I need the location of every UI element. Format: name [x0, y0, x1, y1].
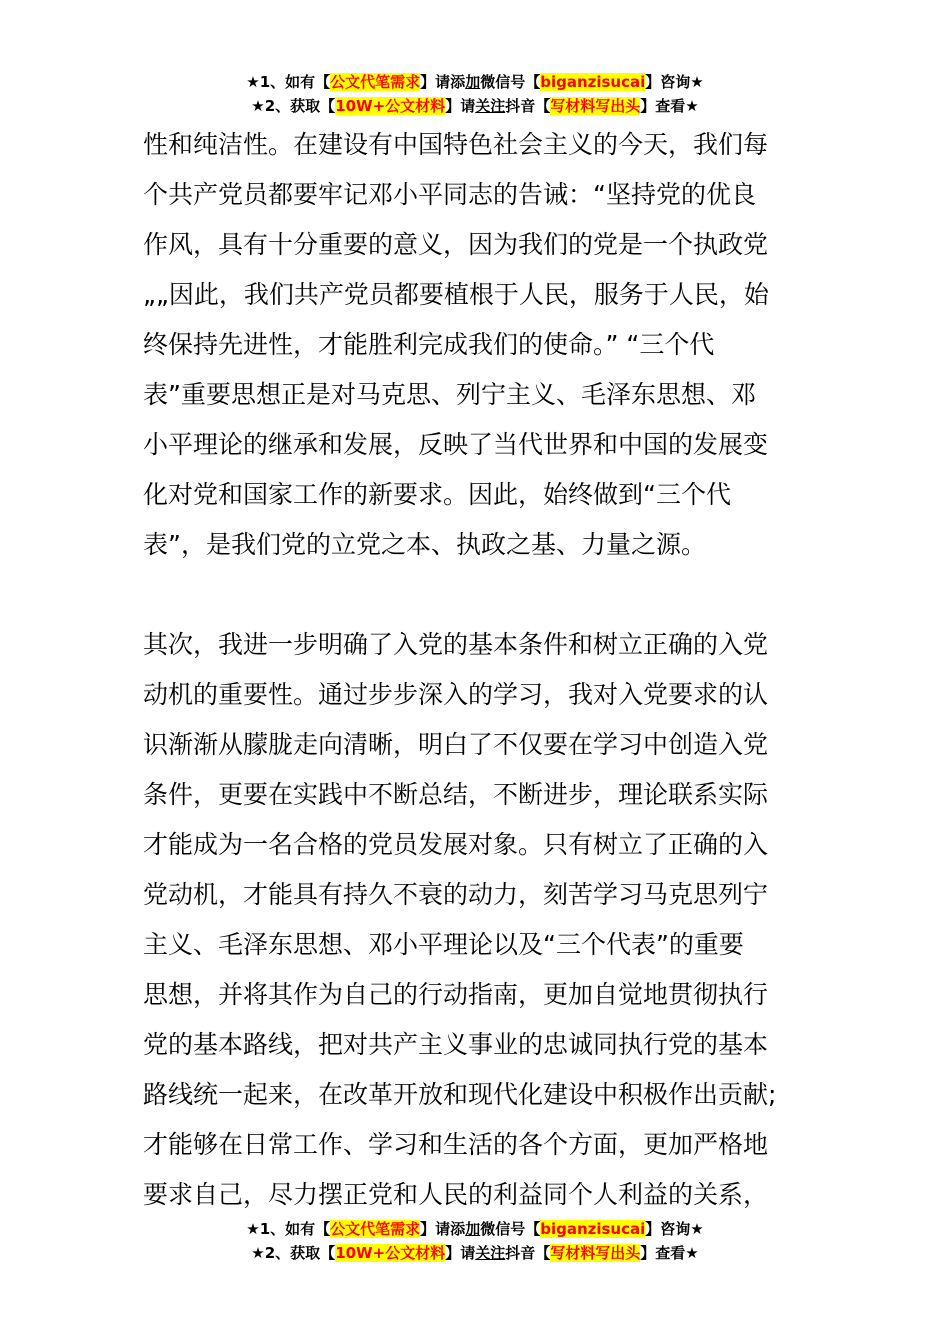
highlight-ghostwriting: 公文代笔需求 — [330, 1220, 421, 1238]
highlight-douyin-account: 写材料写出头 — [550, 1244, 641, 1262]
banner-text: 微信号【 — [480, 1220, 541, 1238]
text-line: 性和纯洁性。在建设有中国特色社会主义的今天，我们每 — [143, 130, 769, 159]
banner-text: ★2、获取【 — [251, 97, 336, 115]
text-line: 个共产党员都要牢记邓小平同志的告诫：“坚持党的优良 — [143, 180, 756, 209]
banner-text: 】查看★ — [640, 1244, 699, 1262]
banner-underlined-text: 加 — [465, 73, 481, 91]
banner-text: ★2、获取【 — [251, 1244, 336, 1262]
highlight-wechat-id: biganzisucai — [540, 73, 646, 91]
text-line: 表”重要思想正是对马克思、列宁主义、毛泽东思想、邓 — [143, 380, 756, 409]
banner-text: 抖音【 — [505, 97, 551, 115]
text-line: 识渐渐从朦胧走向清晰，明白了不仅要在学习中创造入党 — [143, 730, 769, 759]
banner-text: 】请 — [445, 1244, 476, 1262]
banner-text: 】请添 — [420, 73, 466, 91]
text-line: 路线统一起来，在改革开放和现代化建设中积极作出贡献; — [143, 1080, 777, 1109]
text-line: 终保持先进性，才能胜利完成我们的使命。” “三个代 — [143, 330, 715, 359]
text-line: „„因此，我们共产党员都要植根于人民，服务于人民，始 — [143, 280, 769, 309]
banner-text: 】咨询★ — [645, 73, 704, 91]
highlight-materials: 10W+公文材料 — [335, 97, 446, 115]
banner-underlined-text: 加 — [465, 1220, 481, 1238]
paragraph-break — [143, 570, 813, 620]
banner-text: 抖音【 — [505, 1244, 551, 1262]
banner-text: 】请 — [445, 97, 476, 115]
banner-line-2 — [0, 1241, 950, 1265]
document-body — [143, 120, 813, 1220]
text-line: 要求自己，尽力摆正党和人民的利益同个人利益的关系， — [143, 1180, 769, 1209]
highlight-ghostwriting: 公文代笔需求 — [330, 73, 421, 91]
banner-text: 微信号【 — [480, 73, 541, 91]
banner-underlined-text: 关注 — [475, 97, 506, 115]
banner-line-1 — [0, 1217, 950, 1241]
highlight-materials: 10W+公文材料 — [335, 1244, 446, 1262]
text-line: 党的基本路线，把对共产主义事业的忠诚同执行党的基本 — [143, 1030, 769, 1059]
banner-underlined-text: 关注 — [475, 1244, 506, 1262]
header-banner — [0, 70, 950, 118]
text-line: 其次，我进一步明确了入党的基本条件和树立正确的入党 — [143, 630, 769, 659]
text-line: 党动机，才能具有持久不衰的动力，刻苦学习马克思列宁 — [143, 880, 769, 909]
text-line: 才能够在日常工作、学习和生活的各个方面，更加严格地 — [143, 1130, 769, 1159]
text-line: 小平理论的继承和发展，反映了当代世界和中国的发展变 — [143, 430, 769, 459]
text-line: 思想，并将其作为自己的行动指南，更加自觉地贯彻执行 — [143, 980, 769, 1009]
banner-text: 】查看★ — [640, 97, 699, 115]
banner-text: 】请添 — [420, 1220, 466, 1238]
banner-text: 】咨询★ — [645, 1220, 704, 1238]
banner-text: ★1、如有【 — [246, 1220, 331, 1238]
text-line: 动机的重要性。通过步步深入的学习，我对入党要求的认 — [143, 680, 769, 709]
banner-line-1 — [0, 70, 950, 94]
text-line: 表”，是我们党的立党之本、执政之基、力量之源。 — [143, 530, 706, 559]
banner-text: ★1、如有【 — [246, 73, 331, 91]
text-line: 条件，更要在实践中不断总结，不断进步，理论联系实际 — [143, 780, 769, 809]
footer-banner — [0, 1217, 950, 1265]
highlight-wechat-id: biganzisucai — [540, 1220, 646, 1238]
text-line: 作风，具有十分重要的意义，因为我们的党是一个执政党 — [143, 230, 769, 259]
banner-line-2 — [0, 94, 950, 118]
text-line: 化对党和国家工作的新要求。因此，始终做到“三个代 — [143, 480, 731, 509]
highlight-douyin-account: 写材料写出头 — [550, 97, 641, 115]
text-line: 主义、毛泽东思想、邓小平理论以及“三个代表”的重要 — [143, 930, 744, 959]
text-line: 才能成为一名合格的党员发展对象。只有树立了正确的入 — [143, 830, 769, 859]
